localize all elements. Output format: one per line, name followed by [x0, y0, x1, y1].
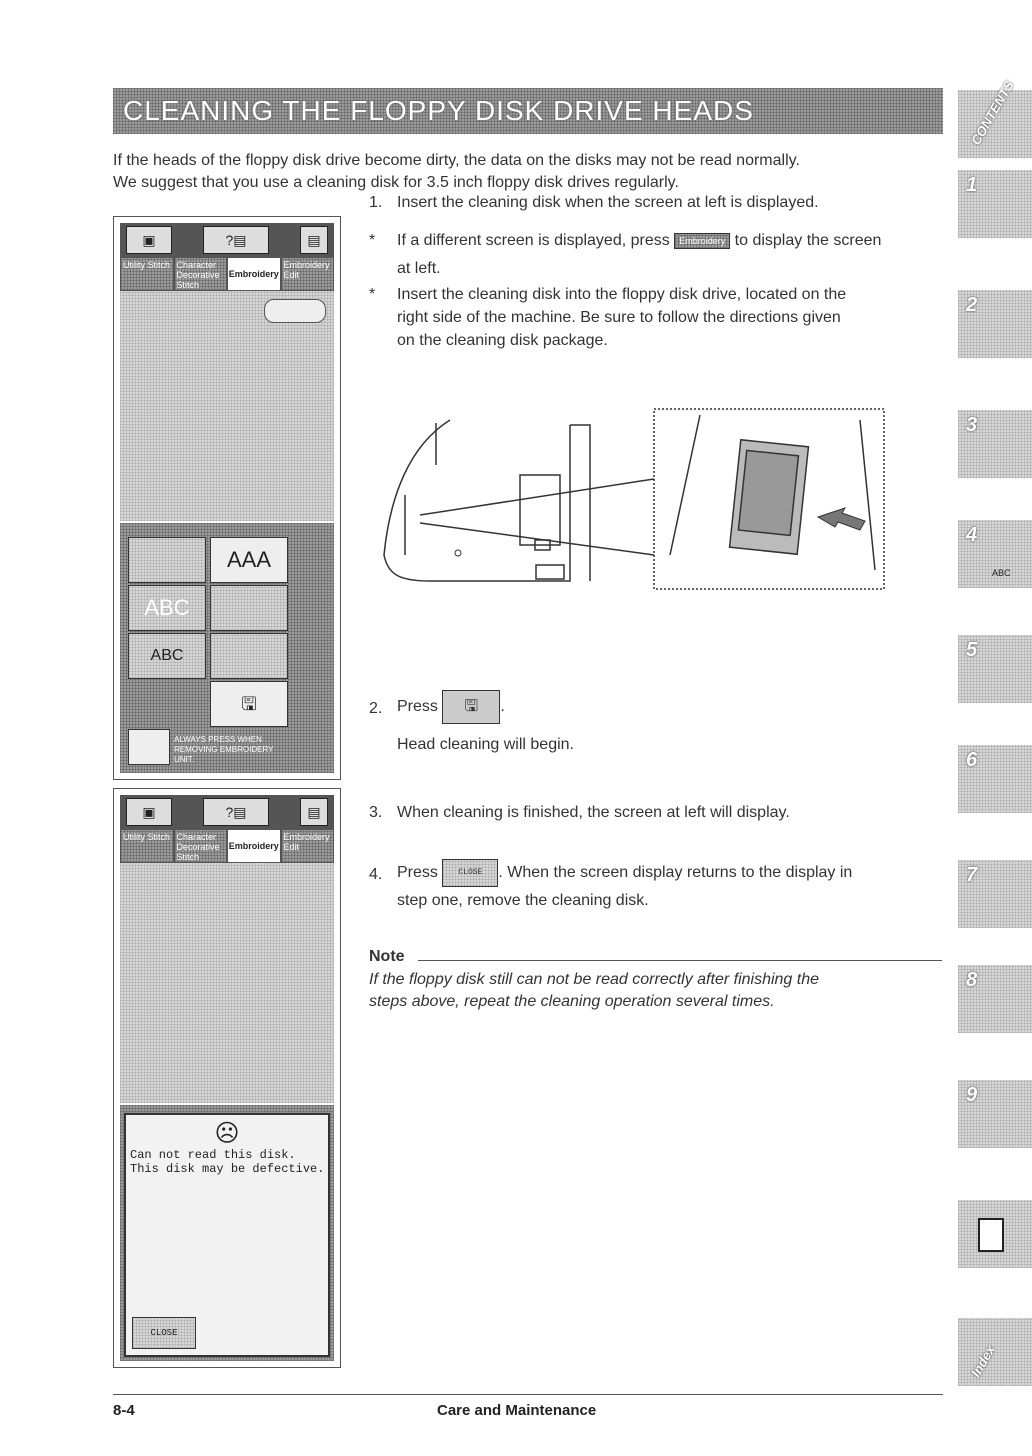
tab-embroidery[interactable]: Embroidery	[227, 257, 281, 291]
side-tab-3-number: 3	[966, 414, 978, 436]
side-tab-4[interactable]	[958, 520, 1032, 588]
bullet-asterisk-2: *	[369, 286, 376, 303]
side-tab-8[interactable]	[958, 965, 1032, 1033]
step-4-text	[397, 859, 852, 887]
close-button[interactable]	[132, 1317, 196, 1349]
step-4-cont: step one, remove the cleaning disk.	[397, 892, 649, 909]
settings-icon: ▤	[300, 226, 328, 254]
side-tab-2[interactable]	[958, 290, 1032, 358]
side-tab-6[interactable]	[958, 745, 1032, 813]
side-tab-index[interactable]	[958, 1318, 1032, 1386]
close-button-inline: CLOSE	[442, 859, 498, 887]
intro-line-1: If the heads of the floppy disk drive become dirty, the data on the disks may not be read normally.	[113, 152, 800, 169]
note-line-2: steps above, repeat the cleaning operation several times.	[369, 993, 775, 1010]
settings-icon-2: ▤	[300, 798, 328, 826]
side-tab-9-number: 9	[966, 1084, 978, 1106]
embroidery-button-inline: Embroidery	[674, 233, 730, 249]
intro-line-2: We suggest that you use a cleaning disk for 3.5 inch floppy disk drives regularly.	[113, 174, 679, 191]
floppy-disk-button-inline: 🖫	[442, 690, 500, 724]
screen-top-bar-2	[120, 795, 334, 829]
step-2-text	[397, 690, 505, 724]
note-heading: Note	[369, 948, 405, 965]
step-2-number: 2.	[369, 700, 383, 717]
frame-abc-button[interactable]	[128, 633, 206, 679]
side-tab-4-label: ABC	[992, 568, 1011, 578]
document-icon	[978, 1218, 1004, 1252]
floppy-disk-button[interactable]: 🖫	[210, 681, 288, 727]
error-dialog-area	[120, 1105, 334, 1361]
note-1-prefix: If a different screen is displayed, press	[397, 232, 670, 249]
sad-face-icon: ☹	[214, 1120, 240, 1147]
side-tab-7[interactable]	[958, 860, 1032, 928]
remove-unit-icon[interactable]	[128, 729, 170, 765]
font-aaa-button[interactable]	[210, 537, 288, 583]
tab-embroidery-edit-2[interactable]: Embroidery Edit	[281, 829, 335, 863]
side-tab-8-number: 8	[966, 969, 978, 991]
step-1-note-1-cont: at left.	[397, 260, 441, 277]
screen-display-2	[120, 795, 334, 1361]
note-divider	[418, 960, 942, 961]
help-icon: ?▤	[203, 226, 269, 254]
error-dialog	[124, 1113, 330, 1357]
step-2-suffix: .	[500, 698, 505, 716]
side-tab-contents-label: CONTENTS	[968, 78, 1017, 148]
step-1-text: Insert the cleaning disk when the screen at left is displayed.	[397, 194, 819, 211]
warning-text: ALWAYS PRESS WHEN REMOVING EMBROIDERY UNIT.	[174, 735, 274, 764]
step-1-note-2-l1: Insert the cleaning disk into the floppy disk drive, located on the	[397, 286, 847, 303]
side-tab-1-number: 1	[966, 174, 978, 196]
pattern-selection-area	[120, 523, 334, 773]
font-aaa-label: AAA	[226, 547, 272, 572]
screen-panel-initial	[113, 216, 341, 780]
step-4-prefix: Press	[397, 864, 438, 882]
step-1-note-2-l3: on the cleaning disk package.	[397, 332, 608, 349]
side-tab-5-number: 5	[966, 639, 978, 661]
error-message-2: This disk may be defective.	[130, 1162, 325, 1176]
step-1-note-2-l2: right side of the machine. Be sure to follow the directions given	[397, 309, 841, 326]
font-abc-button[interactable]	[128, 585, 206, 631]
side-tab-2-number: 2	[966, 294, 978, 316]
tab-embroidery-edit[interactable]: Embroidery Edit	[281, 257, 335, 291]
step-2-result: Head cleaning will begin.	[397, 736, 574, 753]
floppy-drive-illustration	[370, 405, 890, 595]
note-line-1: If the floppy disk still can not be read correctly after finishing the	[369, 971, 820, 988]
display-icon-2: ▣	[126, 798, 172, 826]
pattern-category-button-2[interactable]	[210, 585, 288, 631]
tab-character-stitch-2[interactable]: Character Decorative Stitch	[174, 829, 228, 863]
side-tab-1[interactable]	[958, 170, 1032, 238]
side-tab-6-number: 6	[966, 749, 978, 771]
mode-tabs-2	[120, 829, 334, 863]
step-3-text: When cleaning is finished, the screen at left will display.	[397, 804, 790, 821]
side-tab-10[interactable]	[958, 1200, 1032, 1268]
embroidery-preview-area-2	[120, 863, 334, 1103]
error-message-1: Can not read this disk.	[130, 1148, 296, 1162]
side-tab-4-number: 4	[966, 524, 978, 546]
help-icon-2: ?▤	[203, 798, 269, 826]
side-tab-contents[interactable]	[958, 78, 1032, 158]
step-1-number: 1.	[369, 194, 383, 211]
frame-abc-label: ABC	[150, 647, 184, 664]
screen-panel-error	[113, 788, 341, 1368]
step-4-suffix: . When the screen display returns to the display in	[498, 864, 853, 882]
side-tab-index-label: Index	[968, 1342, 998, 1380]
tab-utility-stitch[interactable]: Utility Stitch	[120, 257, 174, 291]
tab-embroidery-2[interactable]: Embroidery	[227, 829, 281, 863]
page-title-banner	[113, 88, 943, 134]
step-4-number: 4.	[369, 866, 383, 883]
pattern-category-button-1[interactable]	[128, 537, 206, 583]
pattern-category-button-3[interactable]	[210, 633, 288, 679]
page-number: 8-4	[113, 1402, 135, 1419]
tab-utility-stitch-2[interactable]: Utility Stitch	[120, 829, 174, 863]
bullet-asterisk-1: *	[369, 232, 376, 249]
step-1-note-1	[397, 232, 881, 250]
screen-top-bar	[120, 223, 334, 257]
presser-foot-icon	[264, 299, 326, 323]
embroidery-preview-area	[120, 291, 334, 521]
footer-section-title: Care and Maintenance	[437, 1402, 597, 1419]
footer-divider	[113, 1394, 943, 1395]
close-button-label: CLOSE	[150, 1328, 178, 1338]
mode-tabs	[120, 257, 334, 291]
screen-display-1	[120, 223, 334, 773]
note-1-suffix: to display the screen	[734, 232, 882, 249]
font-abc-label: ABC	[144, 595, 190, 620]
display-icon: ▣	[126, 226, 172, 254]
tab-character-stitch[interactable]: Character Decorative Stitch	[174, 257, 228, 291]
side-tab-7-number: 7	[966, 864, 978, 886]
step-2-prefix: Press	[397, 698, 438, 716]
step-3-number: 3.	[369, 804, 383, 821]
side-tab-5[interactable]	[958, 635, 1032, 703]
page-title: CLEANING THE FLOPPY DISK DRIVE HEADS	[123, 95, 754, 126]
side-tab-9[interactable]	[958, 1080, 1032, 1148]
side-tab-3[interactable]	[958, 410, 1032, 478]
